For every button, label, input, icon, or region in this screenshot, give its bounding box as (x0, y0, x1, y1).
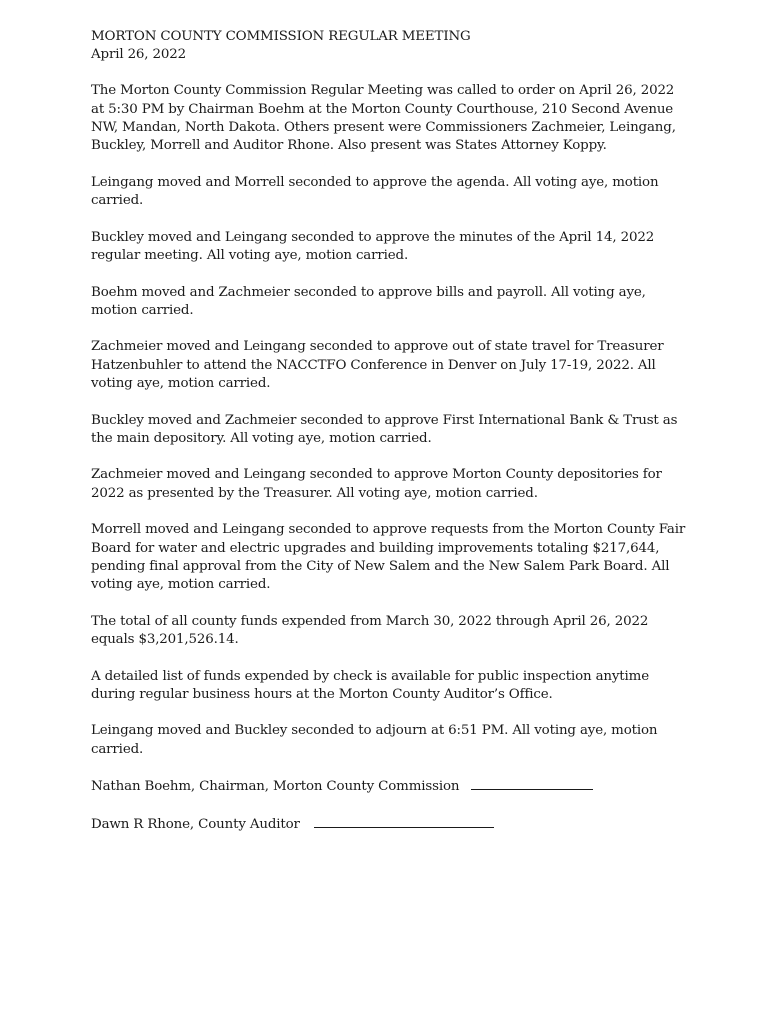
minutes-motion-paragraph: Buckley moved and Leingang seconded to approve the minutes of the April 14, 2022 regular meeting. All voting aye, motion carried. (91, 229, 655, 263)
bills-motion-paragraph: Boehm moved and Zachmeier seconded to approve bills and payroll. All voting aye, motion carried. (91, 284, 646, 318)
document-heading (91, 28, 691, 64)
public-inspection-paragraph: A detailed list of funds expended by check is available for public inspection anytime during regular business hours at the Morton County Auditor’s Office. (91, 668, 649, 702)
auditor-signature-label: Dawn R Rhone, County Auditor (91, 817, 300, 833)
funds-total-paragraph: The total of all county funds expended from March 30, 2022 through April 26, 2022 equals $3,201,526.14. (91, 613, 649, 647)
fair-board-motion-paragraph: Morrell moved and Leingang seconded to approve requests from the Morton County Fair Board for water and electric upgrades and building improvements totaling $217,644, pending final approval from the City of New Salem and the New Salem Park Board. All voting aye, motion carried. (91, 522, 686, 592)
agenda-motion-paragraph: Leingang moved and Morrell seconded to approve the agenda. All voting aye, motion carried. (91, 174, 659, 208)
call-to-order-paragraph: The Morton County Commission Regular Meeting was called to order on April 26, 2022 at 5:30 PM by Chairman Boehm at the Morton County Courthouse, 210 Second Avenue NW, Mandan, North Dakota. Others present were Commissioners Zachmeier, Leingang, Buckley, Morrell and Auditor Rhone. Also present was States Attorney Koppy. (91, 83, 676, 154)
chairman-signature-label: Nathan Boehm, Chairman, Morton County Commission (91, 779, 460, 795)
meeting-date: April 26, 2022 (91, 47, 186, 63)
depository-motion-paragraph: Buckley moved and Zachmeier seconded to approve First International Bank & Trust as the main depository. All voting aye, motion carried. (91, 412, 678, 446)
auditor-signature-line (91, 815, 691, 834)
travel-motion-paragraph: Zachmeier moved and Leingang seconded to approve out of state travel for Treasurer Hatzenbuhler to attend the NACCTFO Conference in Denver on July 17-19, 2022. All voting aye, motion carried. (91, 339, 664, 391)
chairman-signature-rule (471, 777, 593, 790)
meeting-minutes-document (91, 28, 691, 853)
auditor-signature-rule (314, 815, 494, 828)
document-title: MORTON COUNTY COMMISSION REGULAR MEETING (91, 29, 471, 44)
chairman-signature-line (91, 777, 691, 796)
depositories-motion-paragraph: Zachmeier moved and Leingang seconded to approve Morton County depositories for 2022 as presented by the Treasurer. All voting aye, motion carried. (91, 467, 662, 501)
adjourn-motion-paragraph: Leingang moved and Buckley seconded to adjourn at 6:51 PM. All voting aye, motion carried. (91, 723, 658, 757)
